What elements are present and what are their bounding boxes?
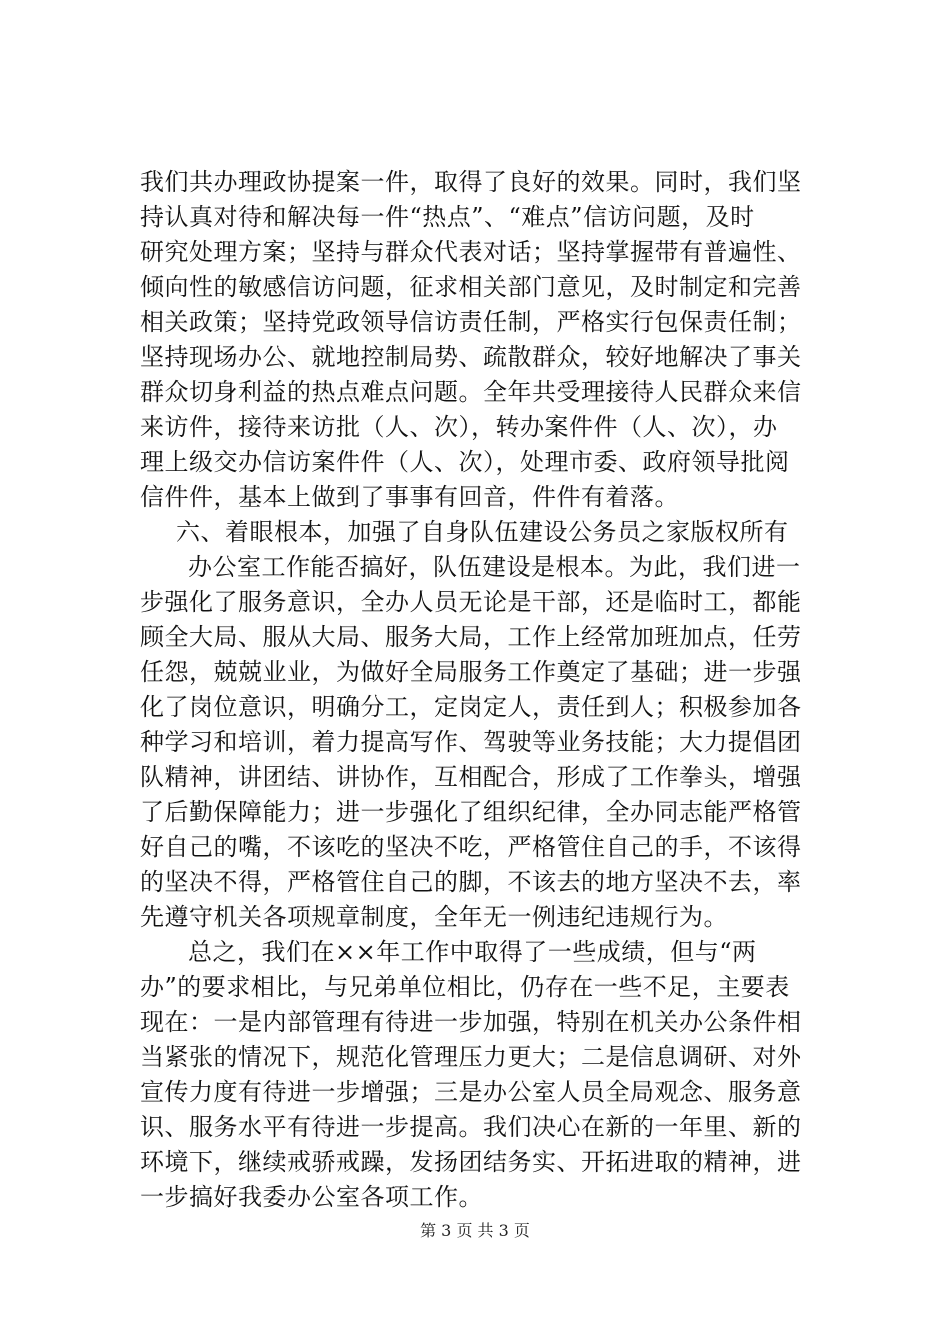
paragraph-start: 办公室工作能否搞好，队伍建设是根本。为此，我们进一 xyxy=(188,553,801,581)
text-line: 化了岗位意识，明确分工，定岗定人，责任到人；积极参加各 xyxy=(140,693,802,721)
text-line: 研究处理方案；坚持与群众代表对话；坚持掌握带有普遍性、 xyxy=(140,238,802,266)
text-line: 宣传力度有待进一步增强；三是办公室人员全局观念、服务意 xyxy=(140,1078,802,1106)
text-line: 当紧张的情况下，规范化管理压力更大；二是信息调研、对外 xyxy=(140,1043,802,1071)
text-line: 理上级交办信访案件件（人、次），处理市委、政府领导批阅 xyxy=(140,448,790,476)
text-line: 步强化了服务意识，全办人员无论是干部，还是临时工，都能 xyxy=(140,588,802,616)
text-line: 现在：一是内部管理有待进一步加强，特别在机关办公条件相 xyxy=(140,1008,802,1036)
text-line: 任怨，兢兢业业，为做好全局服务工作奠定了基础；进一步强 xyxy=(140,658,802,686)
text-line: 的坚决不得，严格管住自己的脚，不该去的地方坚决不去，率 xyxy=(140,868,802,896)
document-body xyxy=(140,165,830,1215)
text-line: 倾向性的敏感信访问题，征求相关部门意见，及时制定和完善 xyxy=(140,273,802,301)
text-line: 先遵守机关各项规章制度，全年无一例违纪违规行为。 xyxy=(140,903,728,931)
text-line: 队精神，讲团结、讲协作，互相配合，形成了工作拳头，增强 xyxy=(140,763,802,791)
page-number-footer: 第 3 页 共 3 页 xyxy=(420,1221,530,1240)
text-line: 我们共办理政协提案一件，取得了良好的效果。同时，我们坚 xyxy=(140,168,802,196)
text-line: 识、服务水平有待进一步提高。我们决心在新的一年里、新的 xyxy=(140,1113,802,1141)
text-line: 信件件，基本上做到了事事有回音，件件有着落。 xyxy=(140,483,679,511)
section-heading: 六、着眼根本，加强了自身队伍建设公务员之家版权所有 xyxy=(176,518,789,546)
text-line: 群众切身利益的热点难点问题。全年共受理接待人民群众来信 xyxy=(140,378,802,406)
text-line: 坚持现场办公、就地控制局势、疏散群众，较好地解决了事关 xyxy=(140,343,802,371)
text-line: 好自己的嘴，不该吃的坚决不吃，严格管住自己的手，不该得 xyxy=(140,833,802,861)
text-line: 一步搞好我委办公室各项工作。 xyxy=(140,1183,483,1211)
text-line: 顾全大局、服从大局、服务大局，工作上经常加班加点，任劳 xyxy=(140,623,802,651)
paragraph-start: 总之，我们在××年工作中取得了一些成绩，但与“两 xyxy=(188,938,757,966)
text-line: 种学习和培训，着力提高写作、驾驶等业务技能；大力提倡团 xyxy=(140,728,802,756)
text-line: 环境下，继续戒骄戒躁，发扬团结务实、开拓进取的精神，进 xyxy=(140,1148,802,1176)
text-line: 相关政策；坚持党政领导信访责任制，严格实行包保责任制； xyxy=(140,308,802,336)
text-line: 来访件，接待来访批（人、次），转办案件件（人、次），办 xyxy=(140,413,778,441)
text-line: 持认真对待和解决每一件“热点”、“难点”信访问题，及时 xyxy=(140,203,755,231)
text-line: 办”的要求相比，与兄弟单位相比，仍存在一些不足，主要表 xyxy=(140,973,790,1001)
text-line: 了后勤保障能力；进一步强化了组织纪律，全办同志能严格管 xyxy=(140,798,802,826)
